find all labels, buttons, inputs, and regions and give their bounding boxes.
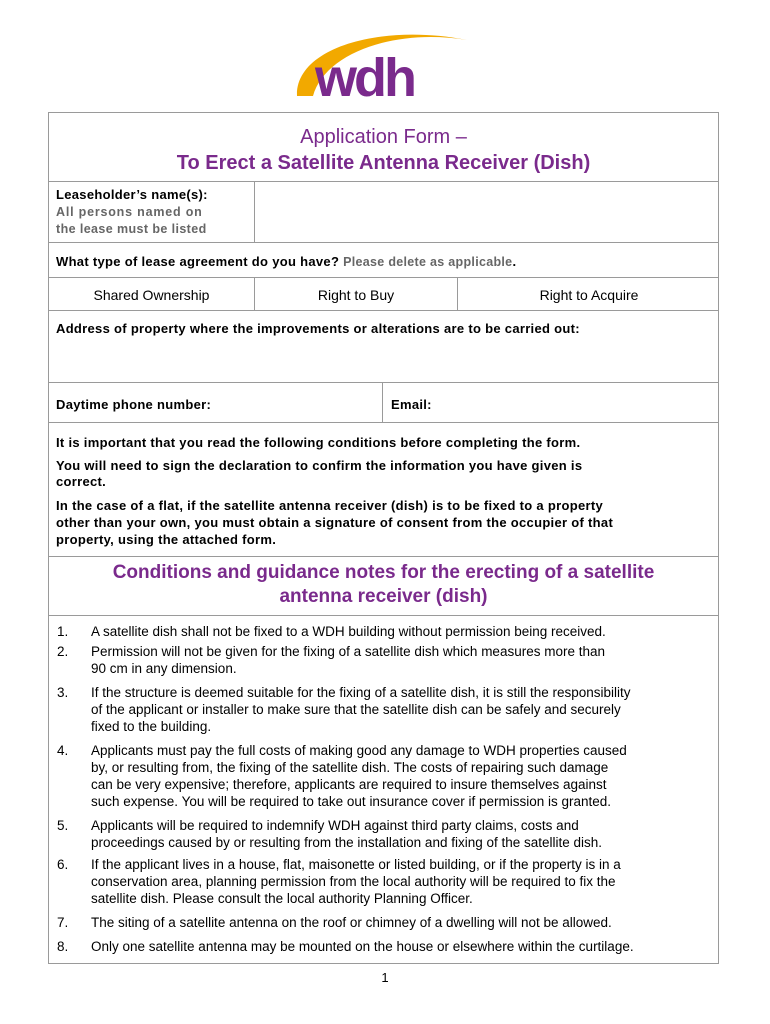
condition-line: proceedings caused by or resulting from the installation and fixing of the satellite dish.	[91, 835, 603, 850]
condition-line: conservation area, planning permission from the local authority will be required to fix the	[91, 874, 616, 889]
form-title-line2: To Erect a Satellite Antenna Receiver (Dish)	[176, 152, 591, 174]
conditions-title-1: Conditions and guidance notes for the erecting of a satellite	[112, 562, 655, 583]
condition-number: 6.	[57, 857, 69, 872]
lease-note: Please delete as applicable	[343, 255, 513, 269]
condition-number: 1.	[57, 624, 69, 639]
important-3b: other than your own, you must obtain a signature of consent from the occupier of that	[56, 515, 614, 530]
conditions-title-2: antenna receiver (dish)	[279, 586, 488, 607]
address-label: Address of property where the improvements or alterations are to be carried out:	[56, 321, 580, 336]
address-field[interactable]	[50, 339, 717, 381]
condition-line: Applicants must pay the full costs of making good any damage to WDH properties caused	[91, 743, 627, 758]
condition-line: satellite dish. Please consult the local authority Planning Officer.	[91, 891, 473, 906]
condition-line: can be very expensive; therefore, applicants are required to insure themselves against	[91, 777, 607, 792]
lease-note-end: .	[512, 254, 517, 269]
condition-line: Permission will not be given for the fixing of a satellite dish which measures more than	[91, 644, 605, 659]
condition-number: 8.	[57, 939, 69, 954]
email-label: Email:	[391, 397, 432, 412]
condition-line: Only one satellite antenna may be mounted on the house or elsewhere within the curtilage.	[91, 939, 634, 954]
option-shared-ownership[interactable]: Shared Ownership	[93, 287, 210, 303]
important-1: It is important that you read the following conditions before completing the form.	[56, 435, 581, 450]
important-2b: correct.	[56, 474, 107, 489]
condition-number: 2.	[57, 644, 69, 659]
condition-line: If the structure is deemed suitable for the fixing of a satellite dish, it is still the responsibility	[91, 685, 631, 700]
condition-line: by, or resulting from, the fixing of the satellite dish. The costs of repairing such damage	[91, 760, 609, 775]
condition-line: The siting of a satellite antenna on the roof or chimney of a dwelling will not be allowed.	[91, 915, 612, 930]
form-title-line1: Application Form –	[300, 126, 467, 148]
condition-line: fixed to the building.	[91, 719, 212, 734]
page-number: 1	[381, 970, 389, 985]
condition-number: 7.	[57, 915, 69, 930]
condition-line: Applicants will be required to indemnify WDH against third party claims, costs and	[91, 818, 579, 833]
email-field[interactable]	[444, 384, 716, 420]
condition-line: If the applicant lives in a house, flat, maisonette or listed building, or if the property is in a	[91, 857, 621, 872]
condition-number: 3.	[57, 685, 69, 700]
leaseholder-label: Leaseholder’s name(s):	[56, 187, 208, 202]
wdh-logo	[285, 18, 475, 108]
leaseholder-note-1: All persons named on	[56, 205, 203, 219]
option-right-to-acquire[interactable]: Right to Acquire	[539, 287, 639, 303]
leaseholder-note-2: the lease must be listed	[56, 222, 207, 236]
leaseholder-name-field[interactable]	[255, 182, 718, 241]
condition-number: 5.	[57, 818, 69, 833]
option-right-to-buy[interactable]: Right to Buy	[317, 287, 395, 303]
logo-text: wdh	[315, 48, 414, 108]
condition-line: of the applicant or installer to make sure that the satellite dish can be safely and securely	[91, 702, 621, 717]
condition-number: 4.	[57, 743, 69, 758]
phone-field[interactable]	[229, 384, 379, 420]
phone-label: Daytime phone number:	[56, 397, 212, 412]
important-3c: property, using the attached form.	[56, 532, 277, 547]
lease-question	[56, 254, 516, 270]
condition-line: 90 cm in any dimension.	[91, 661, 237, 676]
condition-line: A satellite dish shall not be fixed to a WDH building without permission being received.	[91, 624, 606, 639]
lease-question-text: What type of lease agreement do you have?	[56, 254, 340, 269]
important-2a: You will need to sign the declaration to confirm the information you have given is	[56, 458, 583, 473]
condition-line: such expense. You will be required to take out insurance cover if permission is granted.	[91, 794, 612, 809]
important-3a: In the case of a flat, if the satellite antenna receiver (dish) is to be fixed to a property	[56, 498, 604, 513]
application-form	[48, 112, 719, 964]
